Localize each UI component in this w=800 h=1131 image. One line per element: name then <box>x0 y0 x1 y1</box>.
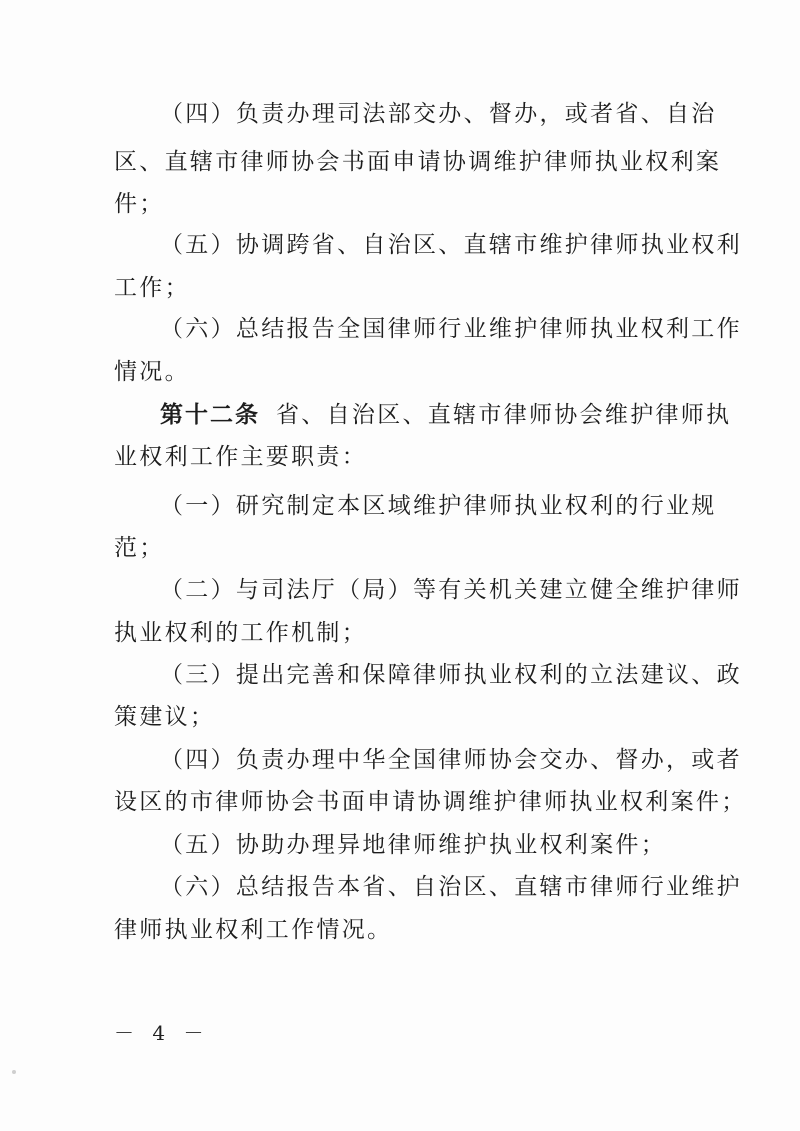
paragraph-line: 执业权利的工作机制； <box>114 620 367 646</box>
paragraph-line: （六）总结报告本省、自治区、直辖市律师行业维护 <box>160 874 742 900</box>
paragraph-line: 件； <box>114 191 165 217</box>
paragraph-line: （一）研究制定本区域维护律师执业权利的行业规 <box>160 493 717 519</box>
paragraph-line: 业权利工作主要职责： <box>114 444 367 470</box>
page-number: － 4 － <box>114 1021 210 1045</box>
scan-speck <box>12 1070 16 1074</box>
paragraph-line: （三）提出完善和保障律师执业权利的立法建议、政 <box>160 662 742 688</box>
article-label: 第十二条 <box>160 402 260 428</box>
paragraph-line: 设区的市律师协会书面申请协调维护律师执业权利案件； <box>114 789 747 815</box>
paragraph-line: （五）协助办理异地律师维护执业权利案件； <box>160 832 666 858</box>
paragraph-line: 情况。 <box>114 359 190 385</box>
paragraph-line: 律师执业权利工作情况。 <box>114 917 393 943</box>
article-heading-line <box>160 400 731 430</box>
article-text: 省、自治区、直辖市律师协会维护律师执 <box>276 402 732 428</box>
paragraph-line: 范； <box>114 535 165 561</box>
paragraph-line: 工作； <box>114 275 190 301</box>
paragraph-line: 区、直辖市律师协会书面申请协调维护律师执业权利案 <box>114 149 722 175</box>
paragraph-line: （二）与司法厅（局）等有关机关建立健全维护律师 <box>160 577 742 603</box>
paragraph-line: （四）负责办理司法部交办、督办，或者省、自治 <box>160 101 717 127</box>
paragraph-line: （六）总结报告全国律师行业维护律师执业权利工作 <box>160 316 742 342</box>
paragraph-line: （四）负责办理中华全国律师协会交办、督办，或者 <box>160 747 742 773</box>
paragraph-line: （五）协调跨省、自治区、直辖市维护律师执业权利 <box>160 232 742 258</box>
paragraph-line: 策建议； <box>114 704 216 730</box>
